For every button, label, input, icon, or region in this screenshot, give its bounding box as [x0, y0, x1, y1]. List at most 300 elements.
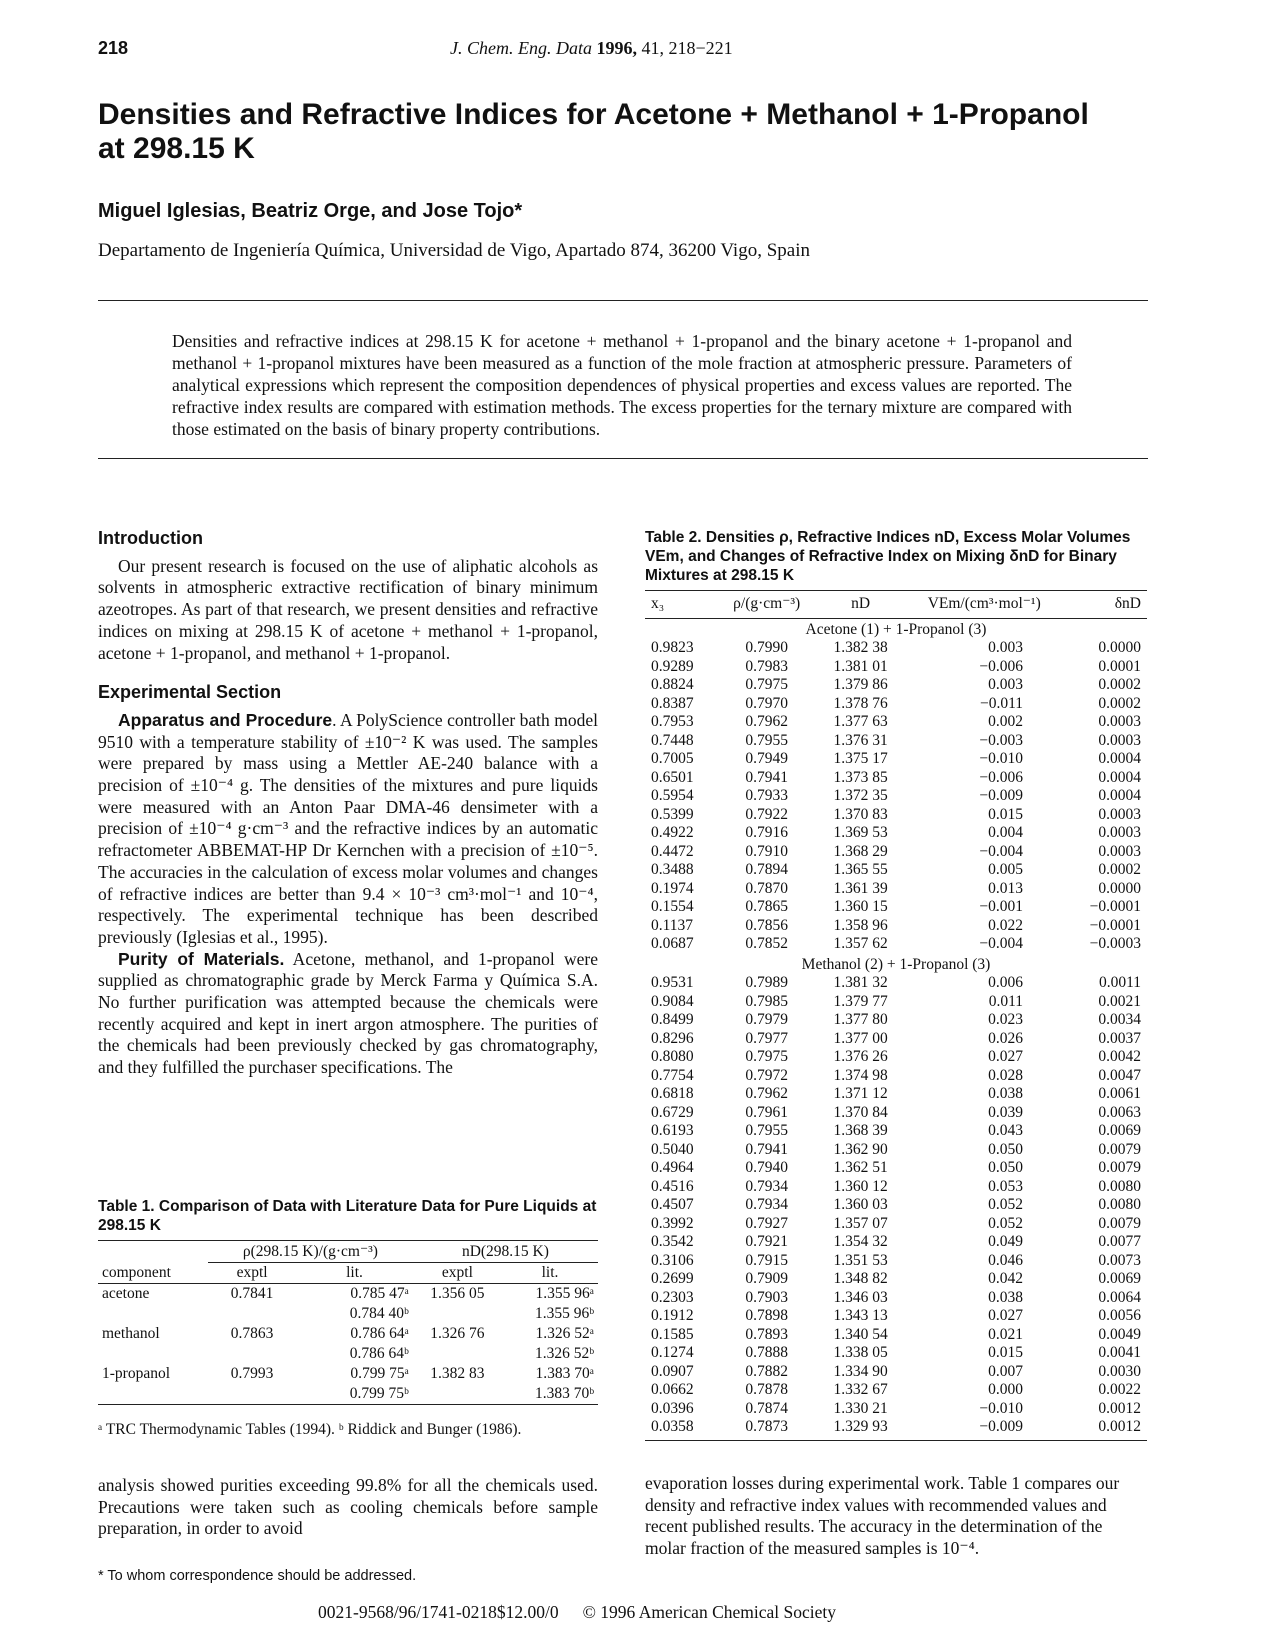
table1-cell: 0.799 75ᵃ	[350, 1365, 409, 1382]
left-column	[98, 528, 598, 1079]
table1-cell-empty	[98, 1384, 208, 1405]
table2-row	[645, 658, 1147, 677]
table2-cell: 1.330 21	[833, 1399, 888, 1417]
table2-cell: 0.7970	[745, 694, 788, 712]
table2-cell: 1.357 07	[833, 1214, 888, 1232]
table2-cell: 0.7921	[745, 1233, 788, 1250]
table2-cell: 0.7975	[745, 676, 788, 693]
table2-row	[645, 750, 1147, 769]
page-number: 218	[98, 38, 129, 58]
table2-cell: 0.7882	[745, 1362, 788, 1380]
table2-cell: −0.004	[979, 842, 1024, 860]
table2-cell: 1.377 00	[833, 1029, 888, 1047]
table2-row	[645, 1289, 1147, 1308]
table2-cell: −0.0001	[1089, 916, 1141, 934]
table2-cell: 0.8296	[651, 1029, 694, 1047]
intro-heading: Introduction	[98, 528, 203, 548]
table2-cell: 0.7953	[651, 713, 694, 730]
table2-cell: 0.038	[988, 1085, 1024, 1102]
table2-row	[645, 1048, 1147, 1067]
abstract-top-rule	[98, 300, 1148, 301]
table2-cell: 1.372 35	[833, 787, 888, 804]
table2-cell: 0.7878	[745, 1381, 788, 1398]
table2-cell: 1.365 55	[833, 861, 888, 878]
table2-cell: 0.7940	[745, 1159, 788, 1176]
table2-group-label: Methanol (2) + 1-Propanol (3)	[801, 955, 991, 973]
table2-cell: 0.7983	[745, 657, 788, 675]
page-footer	[318, 1602, 860, 1623]
table2-row	[645, 1344, 1147, 1363]
table2-cell: 0.7975	[745, 1048, 788, 1065]
table2-cell: 0.0687	[651, 935, 694, 952]
table2-cell: 0.6501	[651, 768, 694, 786]
table2-cell: 0.003	[988, 639, 1024, 656]
table2-cell: 0.0003	[1098, 824, 1141, 841]
table2-cell: 0.5040	[651, 1140, 694, 1158]
table1-cell: 0.7993	[230, 1365, 274, 1382]
table2-cell: 0.7893	[745, 1325, 788, 1343]
table2-row	[645, 732, 1147, 751]
purity-paragraph	[98, 949, 598, 1079]
table1-col-exptl: exptl	[413, 1263, 502, 1284]
table2-group-label: Acetone (1) + 1-Propanol (3)	[805, 620, 987, 638]
table2-row	[645, 880, 1147, 899]
table1-cell-empty	[413, 1304, 502, 1324]
table2-cell: 0.9084	[651, 992, 694, 1010]
table2-cell: 0.0080	[1098, 1177, 1141, 1195]
table2-cell: 0.7916	[745, 824, 788, 841]
table2-row	[645, 1196, 1147, 1215]
table1-cell: 1.326 76	[430, 1325, 485, 1342]
table2-cell: 0.1137	[651, 916, 694, 934]
footer-copyright: © 1996 American Chemical Society	[582, 1602, 836, 1622]
table2-cell: −0.003	[979, 731, 1024, 749]
table1-cell: 0.786 64ᵃ	[350, 1325, 409, 1342]
table2-cell: −0.0003	[1089, 935, 1141, 952]
table2-cell: 0.7989	[745, 974, 788, 991]
table1-row-cont	[98, 1344, 598, 1364]
abstract: Densities and refractive indices at 298.15 K for acetone + methanol + 1-propanol and the binary acetone + 1-propanol and methanol + 1-propanol mixtures have been measured as a function of the mole fraction at atmospheric pressure. Parameters of analytical expressions which represent the composition dependences of physical properties and excess values are reported. The refractive index results are compared with estimation methods. The excess properties for the ternary mixture are compared with those estimated on the basis of binary property contributions.	[172, 331, 1072, 439]
table2-cell: 0.6818	[651, 1085, 694, 1102]
table2-cell: 0.7865	[745, 898, 788, 915]
table2-cell: 0.1585	[651, 1325, 694, 1343]
table2-cell: 0.0003	[1098, 842, 1141, 860]
table1-cell: 0.785 47ᵃ	[350, 1285, 409, 1302]
table2-cell: 0.2699	[651, 1270, 694, 1287]
table2-cell: 0.015	[988, 805, 1024, 823]
table2-row	[645, 639, 1147, 658]
table2-row	[645, 824, 1147, 843]
table2-cell: 1.334 90	[833, 1362, 888, 1380]
table1-cell: 1.326 52ᵇ	[534, 1345, 594, 1362]
table2-cell: 0.7990	[745, 639, 788, 656]
table2-cell: 1.360 03	[833, 1196, 888, 1213]
table1-cell: 0.799 75ᵇ	[296, 1384, 413, 1405]
table2-cell: 1.379 77	[833, 992, 888, 1010]
table2-cell: 0.3488	[651, 861, 694, 878]
table2-cell: 0.011	[988, 992, 1024, 1010]
table2-cell: 0.052	[988, 1214, 1024, 1232]
table2-cell: 0.7941	[745, 768, 788, 786]
apparatus-paragraph	[98, 710, 598, 949]
table1-col-component: component	[98, 1263, 208, 1284]
table2-cell: 0.026	[988, 1029, 1024, 1047]
table2-cell: 1.357 62	[833, 935, 888, 952]
table2-cell: 0.7852	[745, 935, 788, 952]
table2-row	[645, 1067, 1147, 1086]
table2-row	[645, 1400, 1147, 1419]
table2-header: nD	[818, 591, 904, 619]
table2-cell: 0.0000	[1098, 879, 1141, 897]
table2-cell: 0.7949	[745, 750, 788, 767]
table2-cell: 0.027	[988, 1048, 1024, 1065]
left-column-tail: analysis showed purities exceeding 99.8% for all the chemicals used. Precautions were taken such as cooling chemicals before sample preparation, in order to avoid	[98, 1475, 598, 1539]
table2-cell: 0.7448	[651, 731, 694, 749]
table2-cell: 0.0061	[1098, 1085, 1141, 1102]
table2-cell: 0.0030	[1098, 1362, 1141, 1380]
table2-header: x₃	[645, 591, 716, 619]
table1-notes: ᵃ TRC Thermodynamic Tables (1994). ᵇ Riddick and Bunger (1986).	[98, 1421, 522, 1438]
footer-code: 0021-9568/96/1741-0218$12.00/0	[318, 1602, 559, 1622]
table1-cell: 1.383 70ᵃ	[535, 1365, 594, 1382]
table2-cell: 0.1912	[651, 1307, 694, 1324]
table1-cell-empty	[413, 1384, 502, 1405]
table2-cell: 0.039	[988, 1103, 1024, 1121]
table1-cell: 1.382 83	[430, 1365, 485, 1382]
table2-cell: 0.7985	[745, 992, 788, 1010]
table2-cell: 1.361 39	[833, 879, 888, 897]
table2-cell: 1.369 53	[833, 824, 888, 841]
table2-group-row	[645, 954, 1147, 975]
apparatus-label: Apparatus and Procedure	[118, 709, 333, 730]
table2-cell: 0.028	[988, 1066, 1024, 1084]
table2-cell: 1.371 12	[833, 1085, 888, 1102]
table1-row-cont	[98, 1304, 598, 1324]
table2-cell: 0.042	[988, 1270, 1024, 1287]
table2-cell: 0.0079	[1098, 1214, 1141, 1232]
table2-cell: 1.368 29	[833, 842, 888, 860]
table2-row	[645, 1363, 1147, 1382]
table2-cell: 0.9531	[651, 974, 694, 991]
table2-header: VEm/(cm³·mol⁻¹)	[903, 591, 1065, 619]
article-authors: Miguel Iglesias, Beatriz Orge, and Jose Tojo*	[98, 200, 523, 222]
table2-cell: 0.7874	[745, 1399, 788, 1417]
table2-cell: −0.009	[979, 787, 1024, 804]
table2-cell: 0.7856	[745, 916, 788, 934]
table1-row	[98, 1324, 598, 1344]
table2-cell: 1.377 80	[833, 1011, 888, 1028]
table2-cell: 0.053	[988, 1177, 1024, 1195]
table2-cell: 1.360 12	[833, 1177, 888, 1195]
table2-cell: 0.0004	[1098, 768, 1141, 786]
table2-cell: 1.332 67	[833, 1381, 888, 1398]
table2-cell: 0.0396	[651, 1399, 694, 1417]
table2-cell: 0.0662	[651, 1381, 694, 1398]
table2-row	[645, 898, 1147, 917]
table2-row	[645, 1122, 1147, 1141]
table2-cell: 1.382 38	[833, 639, 888, 656]
table2-cell: −0.004	[979, 935, 1024, 952]
table2-cell: 0.013	[988, 879, 1024, 897]
table2-row	[645, 861, 1147, 880]
journal-citation	[450, 38, 733, 59]
table2-cell: 0.7962	[745, 713, 788, 730]
table2-row	[645, 1307, 1147, 1326]
table2-cell: 0.4472	[651, 842, 694, 860]
journal-prefix: J. Chem. Eng. Data	[450, 38, 597, 58]
table2-cell: 1.343 13	[833, 1307, 888, 1324]
table2-cell: 0.4507	[651, 1196, 694, 1213]
table2-cell: 0.0064	[1098, 1288, 1141, 1306]
table2-cell: 0.7977	[745, 1029, 788, 1047]
table1-cell: 0.786 64ᵇ	[349, 1345, 409, 1362]
right-column-tail: evaporation losses during experimental work. Table 1 compares our density and refractive index values with recommended values and recent published results. The accuracy in the determination of the molar fraction of the measured samples is 10⁻⁴.	[645, 1473, 1120, 1559]
experimental-heading: Experimental Section	[98, 682, 282, 703]
table2-cell: 1.362 90	[833, 1140, 888, 1158]
table2-row	[645, 676, 1147, 695]
table2-cell: 0.1554	[651, 898, 694, 915]
table2-cell: 0.050	[988, 1140, 1024, 1158]
table1-cell-empty	[98, 1304, 208, 1324]
table2-row	[645, 1326, 1147, 1345]
table2-cell: 0.0021	[1098, 992, 1141, 1010]
table2-cell: 0.0063	[1098, 1103, 1141, 1121]
table2-cell: 0.0012	[1098, 1399, 1141, 1417]
table2-cell: 0.3542	[651, 1233, 694, 1250]
table2-cell: −0.001	[979, 898, 1024, 915]
table2-cell: 0.7894	[745, 861, 788, 878]
table2-cell: 0.0001	[1098, 657, 1141, 675]
table2-cell: 0.7941	[745, 1140, 788, 1158]
table2-cell: 0.052	[988, 1196, 1024, 1213]
article-affiliation: Departamento de Ingeniería Química, Universidad de Vigo, Apartado 874, 36200 Vigo, Spain	[98, 240, 810, 261]
table2-cell: 1.338 05	[833, 1344, 888, 1361]
table2-cell: 0.050	[988, 1159, 1024, 1176]
table2-cell: 1.376 31	[833, 731, 888, 749]
table1-col-exptl: exptl	[208, 1263, 296, 1284]
table2-row	[645, 974, 1147, 993]
table2-cell: 1.362 51	[833, 1159, 888, 1176]
table2-cell: 0.7934	[745, 1177, 788, 1195]
table2-cell: 0.0041	[1098, 1344, 1141, 1361]
table2-cell: 1.381 32	[833, 974, 888, 991]
table2-cell: 0.7955	[745, 1122, 788, 1139]
table2-cell: −0.0001	[1089, 898, 1141, 915]
table2-cell: 0.3106	[651, 1251, 694, 1269]
table2-cell: 0.5954	[651, 787, 694, 804]
table2-cell: −0.009	[903, 1418, 1065, 1440]
table2-cell: 0.0079	[1098, 1159, 1141, 1176]
table2-cell: 0.002	[988, 713, 1024, 730]
table1-cell-empty	[208, 1384, 296, 1405]
table2-cell: 0.1274	[651, 1344, 694, 1361]
table2-caption: Table 2. Densities ρ, Refractive Indices nD, Excess Molar Volumes VEm, and Changes of Refractive Index on Mixing δnD for Binary Mixtures at 298.15 K	[645, 529, 1131, 584]
correspondence-footnote: * To whom correspondence should be addressed.	[98, 1568, 417, 1584]
table2-header: δnD	[1065, 591, 1147, 619]
table2-cell: 0.0003	[1098, 731, 1141, 749]
table2-cell: 0.7873	[716, 1418, 818, 1440]
table1-cell: 1.383 70ᵇ	[502, 1384, 598, 1405]
table1-col-lit: lit.	[502, 1263, 598, 1284]
table2-cell: 0.027	[988, 1307, 1024, 1324]
table2-cell: 0.7933	[745, 787, 788, 804]
table2-cell: 0.8499	[651, 1011, 694, 1028]
table2-row	[645, 1270, 1147, 1289]
table2-row	[645, 1030, 1147, 1049]
table1-cell: 1.355 96ᵃ	[535, 1285, 594, 1302]
table2-row	[645, 935, 1147, 954]
table2-cell: −0.006	[979, 657, 1024, 675]
table2-cell: 0.0080	[1098, 1196, 1141, 1213]
table2-cell: 0.0042	[1098, 1048, 1141, 1065]
table2-cell: 0.0003	[1098, 713, 1141, 730]
table2-cell: 0.049	[988, 1233, 1024, 1250]
table2-row	[645, 1178, 1147, 1197]
table2-cell: 1.381 01	[833, 657, 888, 675]
table2-cell: 0.0004	[1098, 750, 1141, 767]
table2-cell: 0.7903	[745, 1288, 788, 1306]
table2-cell: 0.0003	[1098, 805, 1141, 823]
table2-row	[645, 1233, 1147, 1252]
table2-cell: 0.015	[988, 1344, 1024, 1361]
table2-cell: 0.0047	[1098, 1066, 1141, 1084]
table2-cell: 0.7909	[745, 1270, 788, 1287]
table2-cell: 0.0004	[1098, 787, 1141, 804]
table2-cell: 0.7955	[745, 731, 788, 749]
table2-row	[645, 993, 1147, 1012]
table2-cell: 0.021	[988, 1325, 1024, 1343]
table2-cell: 0.4964	[651, 1159, 694, 1176]
table2-cell: −0.010	[979, 750, 1024, 767]
table2-cell: 0.0002	[1098, 694, 1141, 712]
journal-rest: 41, 218−221	[636, 38, 733, 58]
table2-cell: 0.7754	[651, 1066, 694, 1084]
table2-cell: 0.8824	[651, 676, 694, 693]
table2-cell: 1.358 96	[833, 916, 888, 934]
table2-cell: 0.043	[988, 1122, 1024, 1139]
table2-cell: 0.0079	[1098, 1140, 1141, 1158]
table2-cell: 1.340 54	[833, 1325, 888, 1343]
table2-cell: 1.351 53	[833, 1251, 888, 1269]
table1-cell-empty	[413, 1344, 502, 1364]
table2-cell: 0.0077	[1098, 1233, 1141, 1250]
table1-cell: 1.326 52ᵃ	[535, 1325, 594, 1342]
table2-cell: 0.0069	[1098, 1122, 1141, 1139]
purity-label: Purity of Materials.	[118, 948, 285, 969]
table2-cell: 0.0073	[1098, 1251, 1141, 1269]
table2-cell: 1.370 83	[833, 805, 888, 823]
table2-cell: 0.0056	[1098, 1307, 1141, 1324]
table2-cell: −0.006	[979, 768, 1024, 786]
table2-row	[645, 1104, 1147, 1123]
table2-cell: 0.9823	[651, 639, 694, 656]
journal-year: 1996,	[596, 38, 637, 58]
table2-cell: 0.000	[988, 1381, 1024, 1398]
table2-cell: 1.370 84	[833, 1103, 888, 1121]
abstract-bottom-rule	[98, 458, 1148, 459]
table1-cell-component: methanol	[102, 1325, 160, 1342]
table2-cell: 1.368 39	[833, 1122, 888, 1139]
table2-row	[645, 769, 1147, 788]
table2-cell: 0.7870	[745, 879, 788, 897]
table1-cell-component: 1-propanol	[102, 1365, 171, 1382]
table2-cell: 0.4922	[651, 824, 694, 841]
table2-cell: 1.377 63	[833, 713, 888, 730]
table2-cell: 0.0002	[1098, 861, 1141, 878]
table2-cell: 1.373 85	[833, 768, 888, 786]
table1	[98, 1240, 598, 1405]
table2-cell: 1.379 86	[833, 676, 888, 693]
table2-cell: 0.023	[988, 1011, 1024, 1028]
table2-row	[645, 1011, 1147, 1030]
table2-cell: 0.7979	[745, 1011, 788, 1028]
table2-row	[645, 1085, 1147, 1104]
table2-cell: 0.7910	[745, 842, 788, 860]
table2-cell: 0.4516	[651, 1177, 694, 1195]
table2-cell: 0.0011	[1098, 974, 1141, 991]
table2-cell: 1.346 03	[833, 1288, 888, 1306]
table2-cell: −0.010	[979, 1399, 1024, 1417]
table2-cell: 0.7972	[745, 1066, 788, 1084]
table1-group-nd: nD(298.15 K)	[413, 1241, 598, 1263]
table2-cell: 1.348 82	[833, 1270, 888, 1287]
table2-cell: 0.004	[988, 824, 1024, 841]
table2-cell: 0.9289	[651, 657, 694, 675]
table1-cell-empty	[98, 1344, 208, 1364]
table2-row	[645, 1252, 1147, 1271]
table2-cell: 0.7934	[745, 1196, 788, 1213]
table2-cell: 0.6729	[651, 1103, 694, 1121]
table1-cell: 0.7863	[230, 1325, 274, 1342]
table1-caption: Table 1. Comparison of Data with Literature Data for Pure Liquids at 298.15 K	[98, 1198, 597, 1234]
table2-cell: 0.007	[988, 1362, 1024, 1380]
table2-cell: 0.0358	[645, 1418, 716, 1440]
table2-cell: 0.7927	[745, 1214, 788, 1232]
table2-row	[645, 1215, 1147, 1234]
table1-cell: 1.356 05	[430, 1285, 485, 1302]
table2-cell: 0.7898	[745, 1307, 788, 1324]
table2-cell: 0.0049	[1098, 1325, 1141, 1343]
purity-text: Acetone, methanol, and 1-propanol were supplied as chromatographic grade by Merck Farma y Química S.A. No further purification was attempted because the chemicals were recently acquired and kept in inert argon atmosphere. The purities of the chemicals had been previously checked by gas chromatography, and they fulfilled the purchaser specifications. The	[98, 948, 598, 1078]
article-title: Densities and Refractive Indices for Acetone + Methanol + 1-Propanol at 298.15 K	[98, 98, 1089, 165]
table2-cell: 1.329 93	[818, 1418, 904, 1440]
table2-cell: 0.006	[988, 974, 1024, 991]
table1-cell-component: acetone	[102, 1285, 150, 1302]
table2-row	[645, 1141, 1147, 1160]
table1-group-density: ρ(298.15 K)/(g·cm⁻³)	[208, 1241, 413, 1263]
table2	[645, 590, 1147, 1441]
table2-row	[645, 713, 1147, 732]
table2-cell: 0.0000	[1098, 639, 1141, 656]
table2-cell: 0.005	[988, 861, 1024, 878]
table2-cell: 0.7962	[745, 1085, 788, 1102]
table2-row	[645, 1159, 1147, 1178]
table2-cell: 1.375 17	[833, 750, 888, 767]
table2-cell: 0.8080	[651, 1048, 694, 1065]
table2-cell: 0.1974	[651, 879, 694, 897]
table2-cell: 1.354 32	[833, 1233, 888, 1250]
table2-cell: 0.5399	[651, 805, 694, 823]
table1-col-lit: lit.	[296, 1263, 413, 1284]
apparatus-text: . A PolyScience controller bath model 9510 with a temperature stability of ±10⁻² K was used. The samples were prepared by mass using a Mettler AE-240 balance with a precision of ±10⁻⁴ g. The densities of the mixtures and pure liquids were measured with an Anton Paar DMA-46 densimeter with a precision of ±10⁻⁴ g·cm⁻³ and the refractive indices by an automatic refractometer ABBEMAT-HP Dr Kernchen with a precision of ±10⁻⁵. The accuracies in the calculation of excess molar volumes and changes of refractive indices are better than 9.4 × 10⁻³ cm³·mol⁻¹ and 10⁻⁴, respectively. The experimental technique has been described previously (Iglesias et al., 1995).	[98, 709, 598, 947]
table2-cell: 0.046	[988, 1251, 1024, 1269]
table2-cell: 0.0034	[1098, 1011, 1141, 1028]
table1-cell: 0.784 40ᵇ	[349, 1305, 409, 1322]
table2-cell: 0.022	[988, 916, 1024, 934]
table2-cell: 0.7915	[745, 1251, 788, 1269]
table2-row	[645, 695, 1147, 714]
table2-cell: 0.0002	[1098, 676, 1141, 693]
